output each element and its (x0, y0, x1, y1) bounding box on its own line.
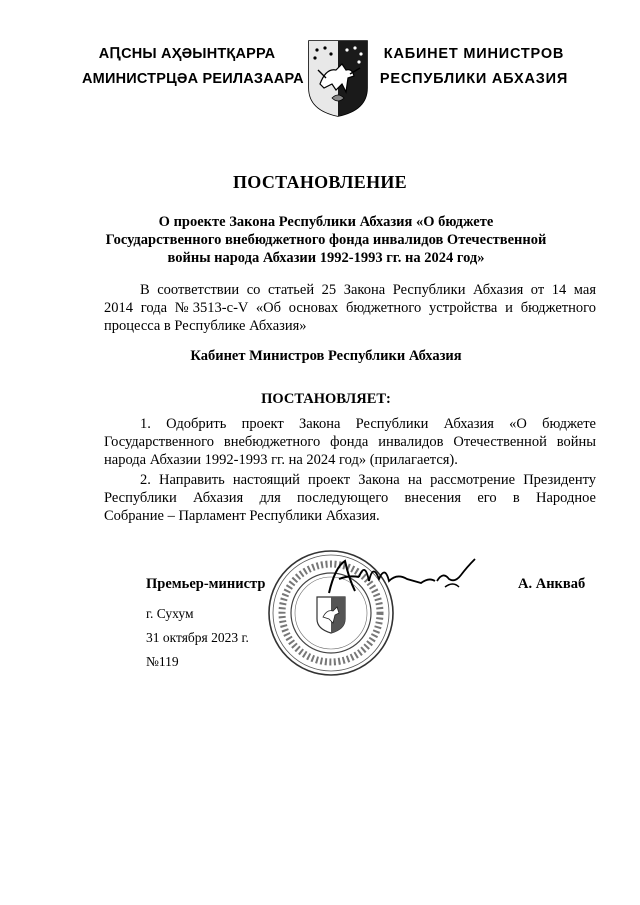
document-title: ПОСТАНОВЛЕНИЕ (233, 172, 407, 192)
letterhead-abkhaz-line1: АԤСНЫ АҲӘЫНТҚАРРА (98, 46, 276, 62)
resolution-item-2 (104, 471, 596, 525)
subject-line: О проекте Закона Республики Абхазия «О бюджете (158, 214, 494, 230)
subject-line: войны народа Абхазии 1992-1993 гг. на 2024 год» (167, 250, 485, 266)
subject-line: Государственного внебюджетного фонда инвалидов Отечественной (105, 232, 547, 248)
signatory-position: Премьер-министр (146, 576, 266, 592)
resolution-item-1 (104, 415, 596, 469)
letterhead-abkhaz-line2: АМИНИСТРЦӘА РЕИЛАЗААРА (82, 71, 304, 87)
preamble-paragraph (104, 281, 596, 335)
item-line: 2. Направить настоящий проект Закона на рассмотрение Президенту (140, 472, 596, 488)
handwritten-signature-icon (325, 553, 480, 601)
letterhead-russian-line1: КАБИНЕТ МИНИСТРОВ (383, 46, 565, 62)
preamble-line: 2014 года №3513-с-V «Об основах бюджетного устройства и бюджетного (104, 300, 596, 316)
item-line: 1. Одобрить проект Закона Республики Абхазия «О бюджете (140, 416, 596, 432)
issue-date: 31 октября 2023 г. (146, 630, 249, 645)
preamble-line: В соответствии со статьей 25 Закона Республики Абхазия от 14 мая (140, 282, 596, 298)
document-number: №119 (146, 654, 179, 669)
letterhead-abkhaz (82, 42, 304, 92)
item-line: Республики Абхазия для последующего внесения его в Народное (104, 490, 596, 506)
issue-place: г. Сухум (146, 606, 194, 621)
preamble-line: процесса в Республике Абхазия» (104, 318, 307, 334)
item-line: народа Абхазии 1992-1993 гг. на 2024 год» (прилагается). (104, 452, 458, 468)
item-line: Государственного внебюджетного фонда инвалидов Отечественной войны (104, 434, 596, 450)
letterhead-russian-line2: РЕСПУБЛИКИ АБХАЗИЯ (379, 71, 569, 87)
issuer-heading: Кабинет Министров Республики Абхазия (190, 348, 462, 364)
document-subject (104, 213, 548, 267)
item-line: Собрание – Парламент Республики Абхазия. (104, 508, 380, 524)
resolves-heading: ПОСТАНОВЛЯЕТ: (261, 391, 391, 407)
signatory-name: А. Анкваб (518, 576, 586, 592)
abkhazia-coat-of-arms-icon (306, 38, 370, 118)
letterhead-russian (374, 42, 574, 92)
